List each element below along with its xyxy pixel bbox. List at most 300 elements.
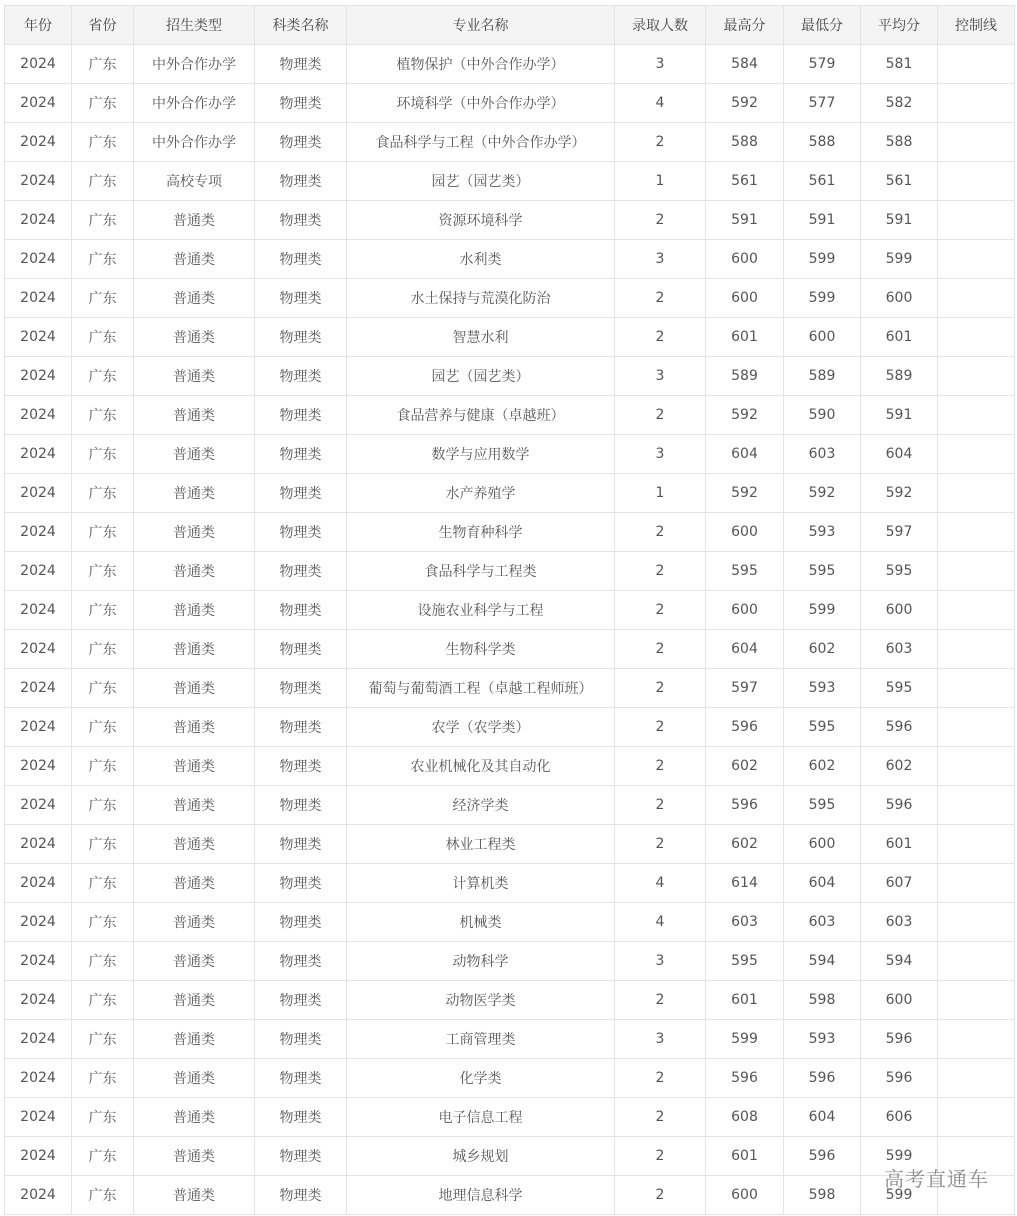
- cell-admitted-count: 3: [615, 942, 706, 981]
- cell-avg-score: 599: [861, 1176, 938, 1215]
- cell-province: 广东: [72, 708, 134, 747]
- cell-subject-type: 物理类: [255, 435, 347, 474]
- cell-enroll-type: 普通类: [134, 786, 255, 825]
- cell-year: 2024: [5, 1059, 72, 1098]
- cell-enroll-type: 普通类: [134, 591, 255, 630]
- cell-province: 广东: [72, 903, 134, 942]
- cell-major-name: 食品营养与健康（卓越班）: [347, 396, 615, 435]
- cell-admitted-count: 2: [615, 825, 706, 864]
- cell-major-name: 葡萄与葡萄酒工程（卓越工程师班）: [347, 669, 615, 708]
- cell-enroll-type: 普通类: [134, 1176, 255, 1215]
- cell-province: 广东: [72, 825, 134, 864]
- cell-subject-type: 物理类: [255, 552, 347, 591]
- cell-min-score: 600: [784, 825, 861, 864]
- cell-avg-score: 602: [861, 747, 938, 786]
- cell-major-name: 农业机械化及其自动化: [347, 747, 615, 786]
- cell-control-line: [938, 240, 1015, 279]
- cell-major-name: 水产养殖学: [347, 474, 615, 513]
- cell-year: 2024: [5, 240, 72, 279]
- table-row: [5, 825, 1015, 864]
- cell-year: 2024: [5, 591, 72, 630]
- cell-enroll-type: 中外合作办学: [134, 123, 255, 162]
- cell-avg-score: 581: [861, 45, 938, 84]
- cell-enroll-type: 普通类: [134, 669, 255, 708]
- table-row: [5, 1137, 1015, 1176]
- cell-year: 2024: [5, 162, 72, 201]
- cell-control-line: [938, 552, 1015, 591]
- cell-max-score: 592: [706, 84, 784, 123]
- cell-max-score: 596: [706, 1059, 784, 1098]
- cell-avg-score: 591: [861, 396, 938, 435]
- column-header-enroll-type: 招生类型: [134, 6, 255, 45]
- cell-enroll-type: 中外合作办学: [134, 84, 255, 123]
- cell-major-name: 机械类: [347, 903, 615, 942]
- cell-enroll-type: 普通类: [134, 396, 255, 435]
- cell-admitted-count: 2: [615, 1098, 706, 1137]
- cell-admitted-count: 3: [615, 45, 706, 84]
- cell-min-score: 602: [784, 747, 861, 786]
- cell-year: 2024: [5, 786, 72, 825]
- cell-enroll-type: 高校专项: [134, 162, 255, 201]
- cell-min-score: 600: [784, 318, 861, 357]
- cell-min-score: 590: [784, 396, 861, 435]
- table-row: [5, 864, 1015, 903]
- cell-min-score: 588: [784, 123, 861, 162]
- cell-max-score: 561: [706, 162, 784, 201]
- table-row: [5, 474, 1015, 513]
- cell-admitted-count: 2: [615, 786, 706, 825]
- column-header-avg-score: 平均分: [861, 6, 938, 45]
- table-row: [5, 981, 1015, 1020]
- cell-year: 2024: [5, 513, 72, 552]
- cell-avg-score: 601: [861, 825, 938, 864]
- cell-min-score: 603: [784, 435, 861, 474]
- cell-enroll-type: 普通类: [134, 1098, 255, 1137]
- cell-control-line: [938, 162, 1015, 201]
- cell-min-score: 561: [784, 162, 861, 201]
- cell-max-score: 584: [706, 45, 784, 84]
- cell-max-score: 601: [706, 1137, 784, 1176]
- cell-major-name: 林业工程类: [347, 825, 615, 864]
- table-row: [5, 1176, 1015, 1215]
- cell-min-score: 595: [784, 708, 861, 747]
- cell-province: 广东: [72, 162, 134, 201]
- cell-admitted-count: 2: [615, 591, 706, 630]
- column-header-min-score: 最低分: [784, 6, 861, 45]
- cell-subject-type: 物理类: [255, 591, 347, 630]
- cell-admitted-count: 2: [615, 123, 706, 162]
- cell-major-name: 食品科学与工程（中外合作办学）: [347, 123, 615, 162]
- cell-control-line: [938, 1020, 1015, 1059]
- cell-min-score: 603: [784, 903, 861, 942]
- cell-min-score: 604: [784, 1098, 861, 1137]
- cell-avg-score: 600: [861, 279, 938, 318]
- cell-subject-type: 物理类: [255, 240, 347, 279]
- cell-enroll-type: 普通类: [134, 1020, 255, 1059]
- table-row: [5, 240, 1015, 279]
- table-row: [5, 1020, 1015, 1059]
- cell-subject-type: 物理类: [255, 864, 347, 903]
- cell-enroll-type: 普通类: [134, 942, 255, 981]
- cell-major-name: 园艺（园艺类）: [347, 357, 615, 396]
- cell-province: 广东: [72, 45, 134, 84]
- cell-province: 广东: [72, 669, 134, 708]
- cell-max-score: 595: [706, 942, 784, 981]
- cell-enroll-type: 普通类: [134, 1059, 255, 1098]
- cell-max-score: 603: [706, 903, 784, 942]
- cell-min-score: 593: [784, 1020, 861, 1059]
- cell-control-line: [938, 942, 1015, 981]
- cell-min-score: 577: [784, 84, 861, 123]
- cell-avg-score: 596: [861, 708, 938, 747]
- cell-avg-score: 588: [861, 123, 938, 162]
- cell-province: 广东: [72, 747, 134, 786]
- cell-major-name: 水土保持与荒漠化防治: [347, 279, 615, 318]
- cell-province: 广东: [72, 552, 134, 591]
- cell-subject-type: 物理类: [255, 1176, 347, 1215]
- cell-year: 2024: [5, 669, 72, 708]
- column-header-year: 年份: [5, 6, 72, 45]
- cell-control-line: [938, 318, 1015, 357]
- cell-year: 2024: [5, 84, 72, 123]
- cell-province: 广东: [72, 591, 134, 630]
- cell-province: 广东: [72, 786, 134, 825]
- cell-year: 2024: [5, 1098, 72, 1137]
- cell-major-name: 水利类: [347, 240, 615, 279]
- cell-control-line: [938, 513, 1015, 552]
- cell-province: 广东: [72, 1059, 134, 1098]
- cell-subject-type: 物理类: [255, 279, 347, 318]
- cell-year: 2024: [5, 825, 72, 864]
- cell-avg-score: 596: [861, 1059, 938, 1098]
- admission-scores-table: [4, 5, 1015, 1215]
- cell-year: 2024: [5, 396, 72, 435]
- cell-control-line: [938, 201, 1015, 240]
- cell-admitted-count: 2: [615, 201, 706, 240]
- table-row: [5, 630, 1015, 669]
- cell-admitted-count: 3: [615, 435, 706, 474]
- cell-control-line: [938, 45, 1015, 84]
- cell-control-line: [938, 903, 1015, 942]
- cell-subject-type: 物理类: [255, 1137, 347, 1176]
- cell-admitted-count: 4: [615, 84, 706, 123]
- cell-enroll-type: 普通类: [134, 279, 255, 318]
- cell-year: 2024: [5, 279, 72, 318]
- table-row: [5, 942, 1015, 981]
- cell-avg-score: 604: [861, 435, 938, 474]
- cell-min-score: 599: [784, 591, 861, 630]
- cell-year: 2024: [5, 201, 72, 240]
- cell-admitted-count: 2: [615, 1137, 706, 1176]
- watermark: 高考直通车: [884, 1167, 989, 1191]
- cell-year: 2024: [5, 1137, 72, 1176]
- table-row: [5, 123, 1015, 162]
- cell-max-score: 600: [706, 591, 784, 630]
- cell-admitted-count: 1: [615, 474, 706, 513]
- cell-year: 2024: [5, 903, 72, 942]
- cell-control-line: [938, 474, 1015, 513]
- cell-subject-type: 物理类: [255, 708, 347, 747]
- cell-admitted-count: 2: [615, 669, 706, 708]
- cell-max-score: 592: [706, 396, 784, 435]
- cell-subject-type: 物理类: [255, 747, 347, 786]
- cell-province: 广东: [72, 864, 134, 903]
- cell-avg-score: 603: [861, 903, 938, 942]
- cell-control-line: [938, 825, 1015, 864]
- cell-admitted-count: 4: [615, 864, 706, 903]
- cell-max-score: 601: [706, 981, 784, 1020]
- table-row: [5, 84, 1015, 123]
- table-row: [5, 591, 1015, 630]
- table-row: [5, 357, 1015, 396]
- cell-avg-score: 600: [861, 591, 938, 630]
- cell-subject-type: 物理类: [255, 786, 347, 825]
- cell-subject-type: 物理类: [255, 1098, 347, 1137]
- cell-subject-type: 物理类: [255, 201, 347, 240]
- cell-avg-score: 561: [861, 162, 938, 201]
- cell-max-score: 600: [706, 1176, 784, 1215]
- cell-province: 广东: [72, 357, 134, 396]
- cell-subject-type: 物理类: [255, 318, 347, 357]
- cell-enroll-type: 普通类: [134, 903, 255, 942]
- cell-control-line: [938, 786, 1015, 825]
- column-header-province: 省份: [72, 6, 134, 45]
- cell-enroll-type: 普通类: [134, 552, 255, 591]
- cell-province: 广东: [72, 396, 134, 435]
- cell-major-name: 化学类: [347, 1059, 615, 1098]
- cell-year: 2024: [5, 864, 72, 903]
- cell-max-score: 592: [706, 474, 784, 513]
- cell-admitted-count: 2: [615, 1059, 706, 1098]
- cell-min-score: 591: [784, 201, 861, 240]
- table-body: [5, 45, 1015, 1215]
- cell-min-score: 594: [784, 942, 861, 981]
- cell-major-name: 电子信息工程: [347, 1098, 615, 1137]
- cell-major-name: 资源环境科学: [347, 201, 615, 240]
- cell-year: 2024: [5, 123, 72, 162]
- cell-control-line: [938, 591, 1015, 630]
- cell-major-name: 环境科学（中外合作办学）: [347, 84, 615, 123]
- cell-enroll-type: 普通类: [134, 1137, 255, 1176]
- cell-province: 广东: [72, 201, 134, 240]
- cell-max-score: 600: [706, 240, 784, 279]
- cell-min-score: 593: [784, 669, 861, 708]
- cell-major-name: 生物科学类: [347, 630, 615, 669]
- cell-max-score: 591: [706, 201, 784, 240]
- cell-year: 2024: [5, 708, 72, 747]
- cell-avg-score: 601: [861, 318, 938, 357]
- cell-max-score: 588: [706, 123, 784, 162]
- cell-major-name: 动物科学: [347, 942, 615, 981]
- cell-max-score: 600: [706, 513, 784, 552]
- cell-subject-type: 物理类: [255, 903, 347, 942]
- cell-avg-score: 595: [861, 552, 938, 591]
- cell-admitted-count: 2: [615, 279, 706, 318]
- cell-enroll-type: 普通类: [134, 708, 255, 747]
- cell-enroll-type: 普通类: [134, 240, 255, 279]
- cell-major-name: 农学（农学类）: [347, 708, 615, 747]
- cell-min-score: 599: [784, 279, 861, 318]
- cell-year: 2024: [5, 474, 72, 513]
- table-row: [5, 552, 1015, 591]
- cell-max-score: 597: [706, 669, 784, 708]
- cell-enroll-type: 普通类: [134, 981, 255, 1020]
- cell-min-score: 598: [784, 1176, 861, 1215]
- cell-enroll-type: 普通类: [134, 513, 255, 552]
- cell-max-score: 608: [706, 1098, 784, 1137]
- cell-year: 2024: [5, 942, 72, 981]
- cell-min-score: 593: [784, 513, 861, 552]
- cell-province: 广东: [72, 474, 134, 513]
- table-row: [5, 708, 1015, 747]
- cell-max-score: 604: [706, 630, 784, 669]
- column-header-subject-type: 科类名称: [255, 6, 347, 45]
- cell-control-line: [938, 396, 1015, 435]
- cell-control-line: [938, 1059, 1015, 1098]
- cell-enroll-type: 普通类: [134, 825, 255, 864]
- cell-province: 广东: [72, 123, 134, 162]
- cell-control-line: [938, 84, 1015, 123]
- cell-province: 广东: [72, 84, 134, 123]
- cell-year: 2024: [5, 357, 72, 396]
- cell-admitted-count: 3: [615, 357, 706, 396]
- cell-admitted-count: 2: [615, 1176, 706, 1215]
- cell-province: 广东: [72, 1176, 134, 1215]
- cell-province: 广东: [72, 279, 134, 318]
- cell-max-score: 604: [706, 435, 784, 474]
- cell-min-score: 602: [784, 630, 861, 669]
- cell-avg-score: 600: [861, 981, 938, 1020]
- cell-enroll-type: 普通类: [134, 630, 255, 669]
- cell-admitted-count: 2: [615, 708, 706, 747]
- cell-enroll-type: 普通类: [134, 435, 255, 474]
- cell-max-score: 595: [706, 552, 784, 591]
- cell-enroll-type: 普通类: [134, 864, 255, 903]
- cell-major-name: 计算机类: [347, 864, 615, 903]
- cell-admitted-count: 2: [615, 630, 706, 669]
- cell-province: 广东: [72, 1098, 134, 1137]
- cell-subject-type: 物理类: [255, 942, 347, 981]
- table-row: [5, 1098, 1015, 1137]
- cell-subject-type: 物理类: [255, 669, 347, 708]
- cell-province: 广东: [72, 513, 134, 552]
- cell-major-name: 经济学类: [347, 786, 615, 825]
- table-row: [5, 162, 1015, 201]
- cell-max-score: 600: [706, 279, 784, 318]
- column-header-max-score: 最高分: [706, 6, 784, 45]
- cell-province: 广东: [72, 1137, 134, 1176]
- cell-province: 广东: [72, 981, 134, 1020]
- cell-admitted-count: 3: [615, 1020, 706, 1059]
- table-row: [5, 513, 1015, 552]
- cell-control-line: [938, 747, 1015, 786]
- cell-major-name: 园艺（园艺类）: [347, 162, 615, 201]
- cell-min-score: 592: [784, 474, 861, 513]
- cell-year: 2024: [5, 435, 72, 474]
- table-row: [5, 279, 1015, 318]
- cell-subject-type: 物理类: [255, 825, 347, 864]
- table-row: [5, 201, 1015, 240]
- cell-major-name: 智慧水利: [347, 318, 615, 357]
- cell-min-score: 595: [784, 786, 861, 825]
- cell-avg-score: 599: [861, 240, 938, 279]
- cell-major-name: 城乡规划: [347, 1137, 615, 1176]
- cell-min-score: 589: [784, 357, 861, 396]
- cell-province: 广东: [72, 1020, 134, 1059]
- cell-max-score: 601: [706, 318, 784, 357]
- cell-avg-score: 592: [861, 474, 938, 513]
- table-row: [5, 1059, 1015, 1098]
- cell-year: 2024: [5, 1176, 72, 1215]
- cell-max-score: 614: [706, 864, 784, 903]
- cell-control-line: [938, 357, 1015, 396]
- cell-max-score: 596: [706, 708, 784, 747]
- table-row: [5, 903, 1015, 942]
- cell-max-score: 602: [706, 747, 784, 786]
- cell-enroll-type: 普通类: [134, 747, 255, 786]
- cell-major-name: 生物育种科学: [347, 513, 615, 552]
- cell-max-score: 602: [706, 825, 784, 864]
- column-header-control-line: 控制线: [938, 6, 1015, 45]
- cell-year: 2024: [5, 981, 72, 1020]
- cell-subject-type: 物理类: [255, 123, 347, 162]
- cell-min-score: 598: [784, 981, 861, 1020]
- cell-control-line: [938, 708, 1015, 747]
- cell-admitted-count: 4: [615, 903, 706, 942]
- cell-min-score: 595: [784, 552, 861, 591]
- cell-control-line: [938, 435, 1015, 474]
- cell-subject-type: 物理类: [255, 162, 347, 201]
- cell-major-name: 地理信息科学: [347, 1176, 615, 1215]
- table-row: [5, 45, 1015, 84]
- cell-province: 广东: [72, 435, 134, 474]
- cell-control-line: [938, 630, 1015, 669]
- cell-admitted-count: 3: [615, 240, 706, 279]
- cell-subject-type: 物理类: [255, 513, 347, 552]
- cell-max-score: 596: [706, 786, 784, 825]
- cell-control-line: [938, 123, 1015, 162]
- cell-enroll-type: 普通类: [134, 357, 255, 396]
- cell-province: 广东: [72, 318, 134, 357]
- cell-control-line: [938, 981, 1015, 1020]
- cell-avg-score: 582: [861, 84, 938, 123]
- table-row: [5, 747, 1015, 786]
- cell-subject-type: 物理类: [255, 630, 347, 669]
- table-row: [5, 786, 1015, 825]
- cell-major-name: 工商管理类: [347, 1020, 615, 1059]
- cell-subject-type: 物理类: [255, 396, 347, 435]
- cell-avg-score: 597: [861, 513, 938, 552]
- table-row: [5, 318, 1015, 357]
- cell-admitted-count: 2: [615, 396, 706, 435]
- column-header-major-name: 专业名称: [347, 6, 615, 45]
- table-header: [5, 6, 1015, 45]
- cell-year: 2024: [5, 747, 72, 786]
- cell-control-line: [938, 669, 1015, 708]
- cell-subject-type: 物理类: [255, 1020, 347, 1059]
- column-header-admitted-count: 录取人数: [615, 6, 706, 45]
- cell-province: 广东: [72, 240, 134, 279]
- cell-admitted-count: 2: [615, 318, 706, 357]
- cell-major-name: 动物医学类: [347, 981, 615, 1020]
- cell-min-score: 579: [784, 45, 861, 84]
- table-row: [5, 396, 1015, 435]
- cell-major-name: 食品科学与工程类: [347, 552, 615, 591]
- cell-admitted-count: 2: [615, 513, 706, 552]
- cell-subject-type: 物理类: [255, 1059, 347, 1098]
- table-row: [5, 435, 1015, 474]
- cell-avg-score: 595: [861, 669, 938, 708]
